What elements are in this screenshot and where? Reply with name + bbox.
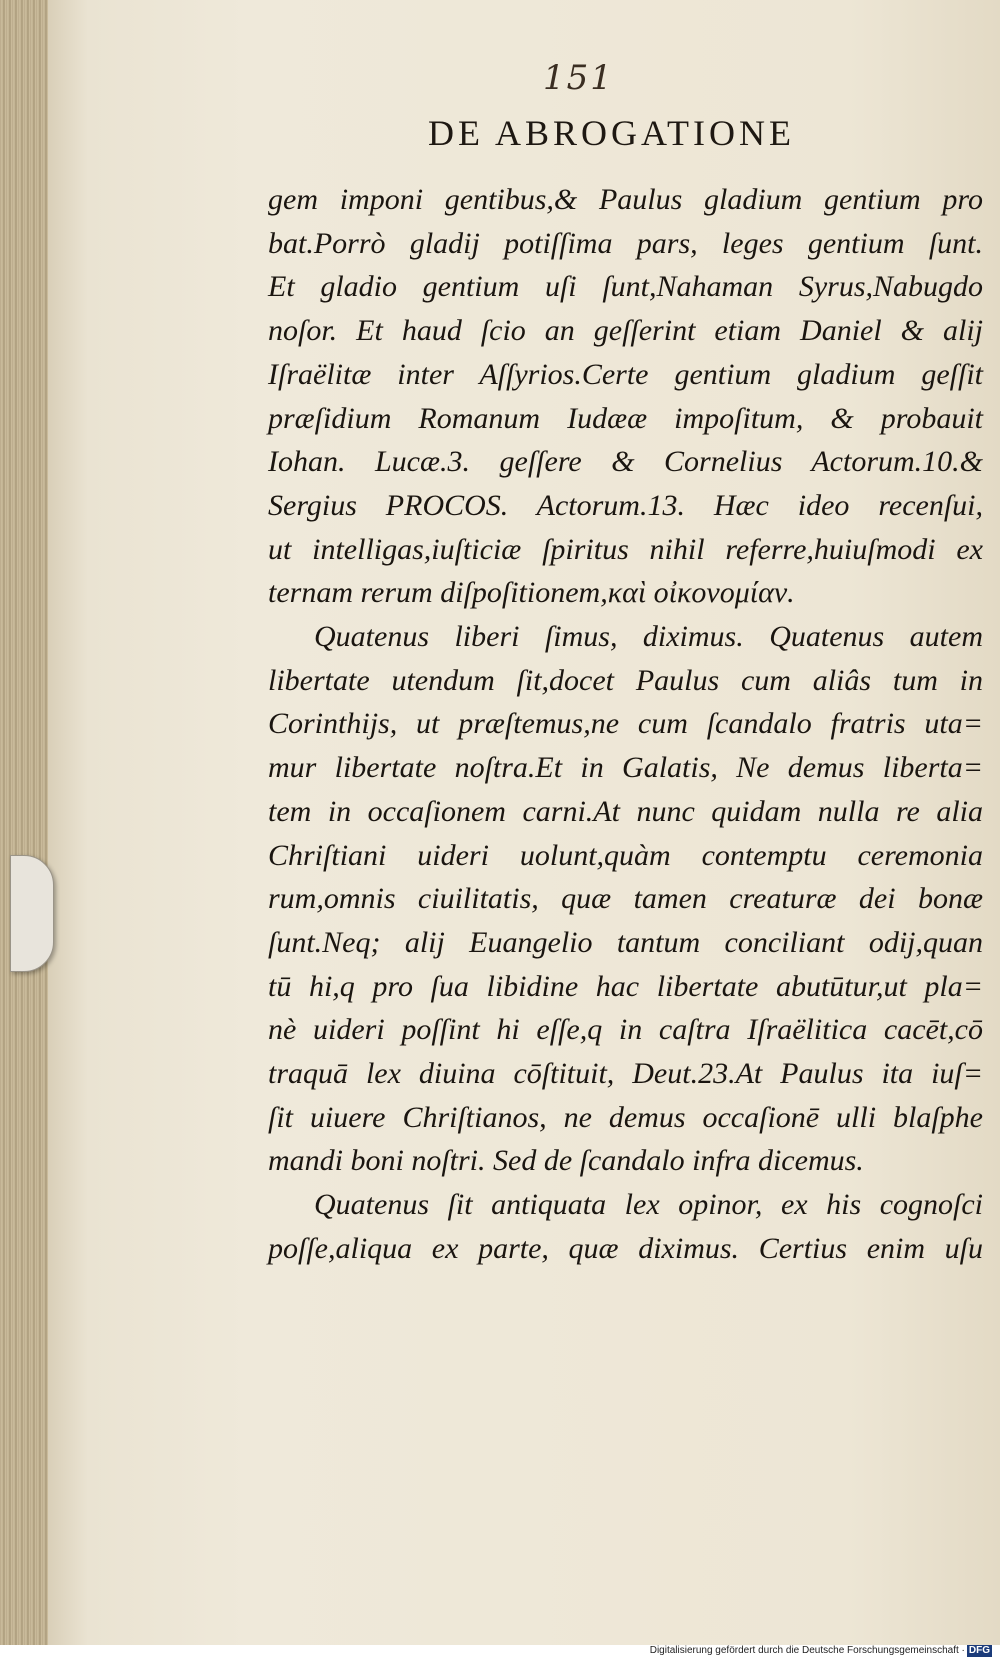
text-line: Iſraëlitæ inter Aſſyrios.Certe gentium gladium geſſit (268, 357, 983, 391)
book-page-edges (0, 0, 50, 1645)
text-line: præſidium Romanum Iudææ impoſitum, & probauit (268, 401, 983, 435)
text-line: gem imponi gentibus,& Paulus gladium gentium pro (268, 183, 983, 216)
text-line: ſunt.Neq; alij Euangelio tantum conciliant odij,quan (268, 925, 983, 959)
credit-text: Digitalisierung gefördert durch die Deutsche Forschungsgemeinschaft · (649, 1645, 965, 1656)
text-line: traquā lex diuina cōſtituit, Deut.23.At Paulus ita iuſ= (268, 1057, 983, 1091)
text-line: noſor. Et haud ſcio an geſſerint etiam Daniel & alij (268, 314, 983, 348)
book-page (48, 0, 1000, 1645)
dfg-logo-icon: DFG (968, 1645, 990, 1656)
text-line: ſit uiuere Chriſtianos, ne demus occaſionē ulli blaſphe (268, 1100, 983, 1134)
text-line: tem in occaſionem carni.At nunc quidam nulla re alia (268, 794, 983, 828)
running-head: DE ABROGATIONE (428, 113, 795, 153)
body-text (268, 178, 983, 1271)
text-line: Corinthijs, ut præſtemus,ne cum ſcandalo fratris uta= (268, 707, 983, 741)
text-line: bat.Porrò gladij potiſſima pars, leges gentium ſunt. (268, 226, 983, 260)
text-line: Chriſtiani uideri uolunt,quàm contemptu ceremonia (268, 838, 983, 872)
text-line: Quatenus ſit antiquata lex opinor, ex his cognoſci (314, 1188, 983, 1222)
text-line: Sergius PROCOS. Actorum.13. Hæc ideo recenſui, (268, 488, 983, 522)
text-line: nè uideri poſſint hi eſſe,q in caſtra Iſraëlitica cacēt,cō (268, 1013, 983, 1047)
text-line: tū hi,q pro ſua libidine hac libertate abutūtur,ut pla= (268, 969, 983, 1003)
text-line: poſſe,aliqua ex parte, quæ diximus. Certius enim uſu (268, 1231, 983, 1265)
text-line: libertate utendum ſit,docet Paulus cum aliâs tum in (268, 663, 983, 697)
text-line: Quatenus liberi ſimus, diximus. Quatenus autem (314, 620, 983, 654)
folio-number: 151 (543, 58, 614, 98)
text-line: mur libertate noſtra.Et in Galatis, Ne demus liberta= (268, 751, 983, 785)
page-clip-tab (10, 855, 54, 972)
text-line: Et gladio gentium uſi ſunt,Nahaman Syrus,Nabugdo (268, 270, 983, 304)
text-line: rum,omnis ciuilitatis, quæ tamen creaturæ dei bonæ (268, 882, 983, 916)
text-line: mandi boni noſtri. Sed de ſcandalo infra dicemus. (268, 1144, 864, 1178)
text-line: ut intelligas,iuſticiæ ſpiritus nihil referre,huiuſmodi ex (268, 532, 983, 566)
text-line: Iohan. Lucæ.3. geſſere & Cornelius Actorum.10.& (268, 445, 983, 479)
text-line: ternam rerum diſpoſitionem,καὶ οἰκονομίαν. (268, 576, 795, 610)
digitization-credit (650, 1645, 992, 1657)
